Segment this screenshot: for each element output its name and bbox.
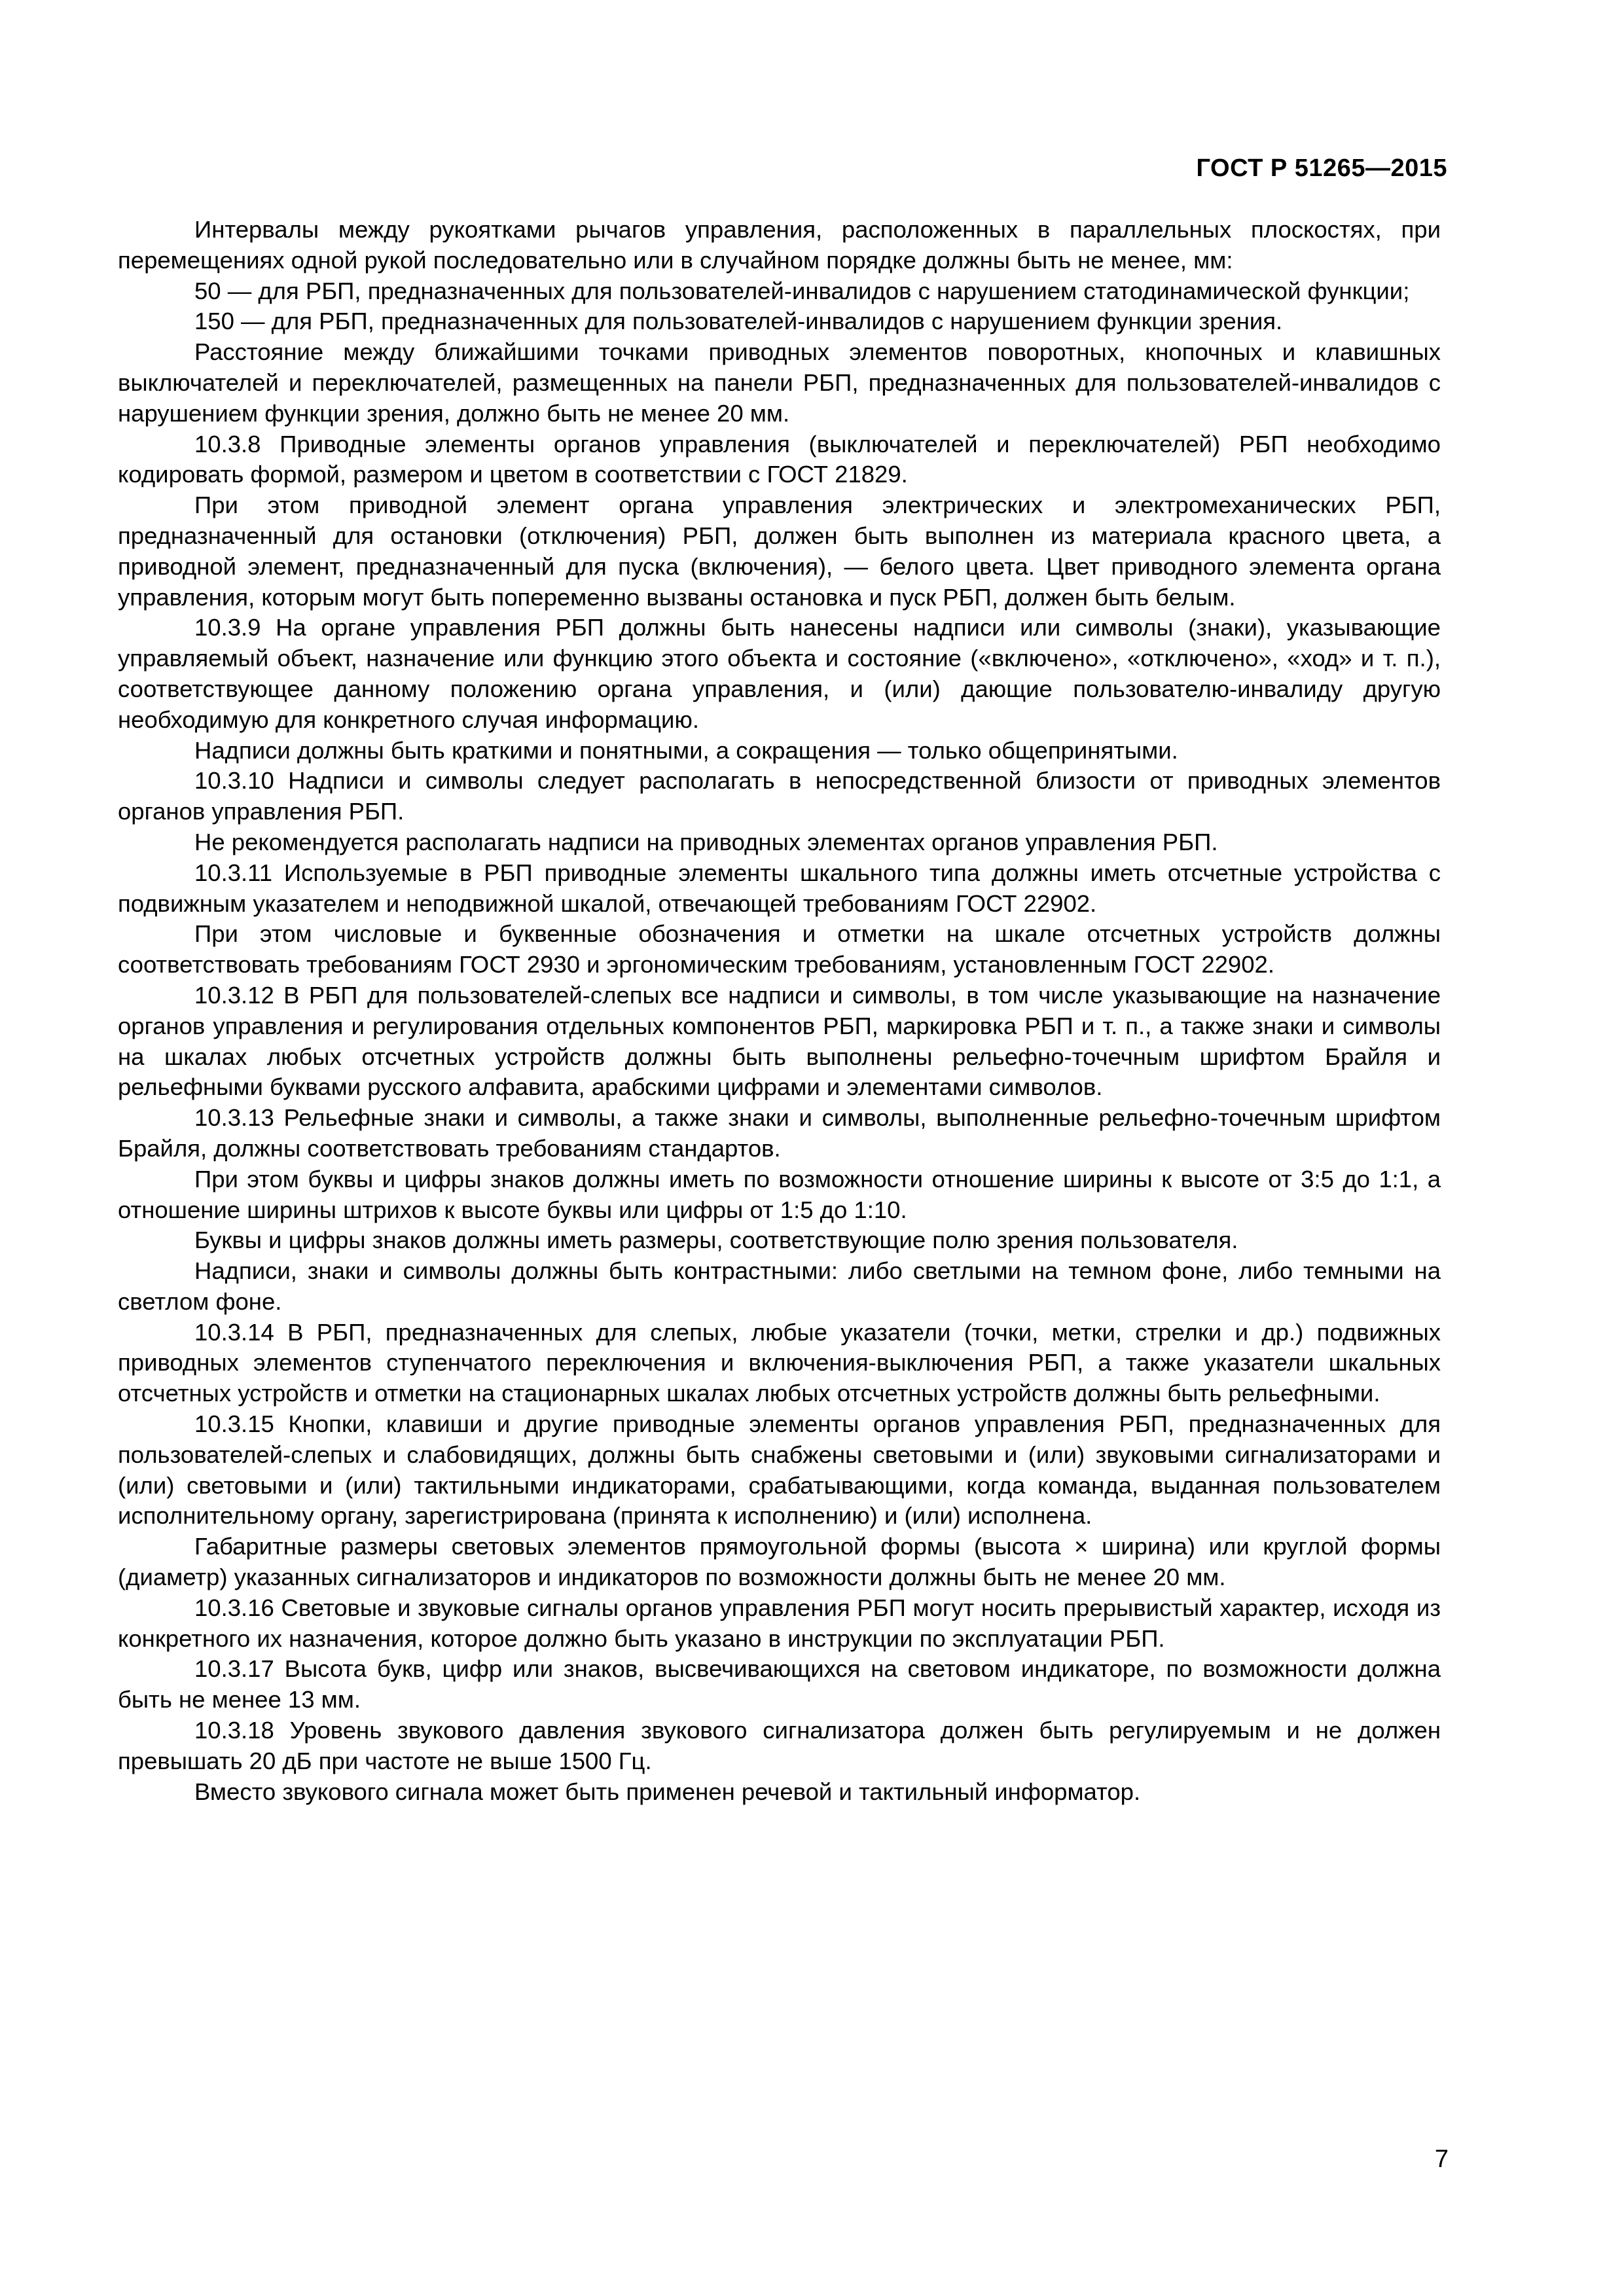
document-header-id: ГОСТ Р 51265—2015 (1196, 154, 1447, 182)
paragraph: При этом буквы и цифры знаков должны иметь по возможности отношение ширины к высоте от 3:5 до 1:1, а отношение ширины штрихов к высоте буквы или цифры от 1:5 до 1:10. (118, 1165, 1441, 1223)
paragraph: Буквы и цифры знаков должны иметь размеры, соответствующие полю зрения пользователя. (194, 1227, 1238, 1254)
paragraph: 10.3.17 Высота букв, цифр или знаков, высвечивающихся на световом индикаторе, по возможности должна быть не менее 13 мм. (118, 1655, 1441, 1713)
document-body (118, 215, 1441, 1807)
paragraph: Габаритные размеры световых элементов прямоугольной формы (высота × ширина) или круглой формы (диаметр) указанных сигнализаторов и индикаторов по возможности должны быть не менее 20 мм. (118, 1533, 1441, 1591)
paragraph: Расстояние между ближайшими точками приводных элементов поворотных, кнопочных и клавишных выключателей и переключателей, размещенных на панели РБП, предназначенных для пользователей-инвалидов с нарушением функции зрения, должно быть не менее 20 мм. (118, 338, 1441, 427)
paragraph: 50 — для РБП, предназначенных для пользователей-инвалидов с нарушением статодинамической функции; (194, 277, 1410, 304)
paragraph: 150 — для РБП, предназначенных для пользователей-инвалидов с нарушением функции зрения. (194, 308, 1283, 335)
paragraph: 10.3.11 Используемые в РБП приводные элементы шкального типа должны иметь отсчетные устройства с подвижным указателем и неподвижной шкалой, отвечающей требованиям ГОСТ 22902. (118, 859, 1441, 917)
paragraph: 10.3.16 Световые и звуковые сигналы органов управления РБП могут носить прерывистый характер, исходя из конкретного их назначения, которое должно быть указано в инструкции по эксплуатации РБП. (118, 1594, 1441, 1652)
paragraph: 10.3.13 Рельефные знаки и символы, а также знаки и символы, выполненные рельефно-точечным шрифтом Брайля, должны соответствовать требованиям стандартов. (118, 1104, 1441, 1162)
paragraph: 10.3.18 Уровень звукового давления звукового сигнализатора должен быть регулируемым и не должен превышать 20 дБ при частоте не выше 1500 Гц. (118, 1717, 1441, 1774)
paragraph: 10.3.12 В РБП для пользователей-слепых все надписи и символы, в том числе указывающие на назначение органов управления и регулирования отдельных компонентов РБП, маркировка РБП и т. п., а также знаки и символы на шкалах любых отсчетных устройств должны быть выполнены рельефно-точечным шрифтом Брайля и рельефными буквами русского алфавита, арабскими цифрами и элементами символов. (118, 981, 1441, 1101)
paragraph: 10.3.15 Кнопки, клавиши и другие приводные элементы органов управления РБП, предназначенных для пользователей-слепых и слабовидящих, должны быть снабжены световыми и (или) звуковыми сигнализаторами и (или) световыми и (или) тактильными индикаторами, срабатывающими, когда команда, выданная пользователем исполнительному органу, зарегистрирована (принята к исполнению) и (или) исполнена. (118, 1410, 1441, 1530)
paragraph: Вместо звукового сигнала может быть применен речевой и тактильный информатор. (194, 1778, 1141, 1805)
paragraph: Надписи, знаки и символы должны быть контрастными: либо светлыми на темном фоне, либо темными на светлом фоне. (118, 1257, 1441, 1315)
paragraph: Интервалы между рукоятками рычагов управления, расположенных в параллельных плоскостях, при перемещениях одной рукой последовательно или в случайном порядке должны быть не менее, мм: (118, 216, 1441, 274)
paragraph: Надписи должны быть краткими и понятными, а сокращения — только общепринятыми. (194, 736, 1178, 764)
paragraph: При этом приводной элемент органа управления электрических и электромеханических РБП, предназначенный для остановки (отключения) РБП, должен быть выполнен из материала красного цвета, а приводной элемент, предназначенный для пуска (включения), — белого цвета. Цвет приводного элемента органа управления, которым могут быть попеременно вызваны остановка и пуск РБП, должен быть белым. (118, 492, 1441, 611)
paragraph: При этом числовые и буквенные обозначения и отметки на шкале отсчетных устройств должны соответствовать требованиям ГОСТ 2930 и эргономическим требованиям, установленным ГОСТ 22902. (118, 920, 1441, 978)
paragraph: Не рекомендуется располагать надписи на приводных элементах органов управления РБП. (194, 828, 1218, 855)
paragraph: 10.3.9 На органе управления РБП должны быть нанесены надписи или символы (знаки), указывающие управляемый объект, назначение или функцию этого объекта и состояние («включено», «отключено», «ход» и т. п.), соответствующее данному положению органа управления, и (или) дающие пользователю-инвалиду другую необходимую для конкретного случая информацию. (118, 614, 1441, 733)
paragraph: 10.3.10 Надписи и символы следует располагать в непосредственной близости от приводных элементов органов управления РБП. (118, 767, 1441, 825)
page-number: 7 (1434, 2145, 1449, 2173)
paragraph: 10.3.8 Приводные элементы органов управления (выключателей и переключателей) РБП необходимо кодировать формой, размером и цветом в соответствии с ГОСТ 21829. (118, 430, 1441, 488)
paragraph: 10.3.14 В РБП, предназначенных для слепых, любые указатели (точки, метки, стрелки и др.) подвижных приводных элементов ступенчатого переключения и включения-выключения РБП, а также указатели шкальных отсчетных устройств и отметки на стационарных шкалах любых отсчетных устройств должны быть рельефными. (118, 1318, 1441, 1407)
